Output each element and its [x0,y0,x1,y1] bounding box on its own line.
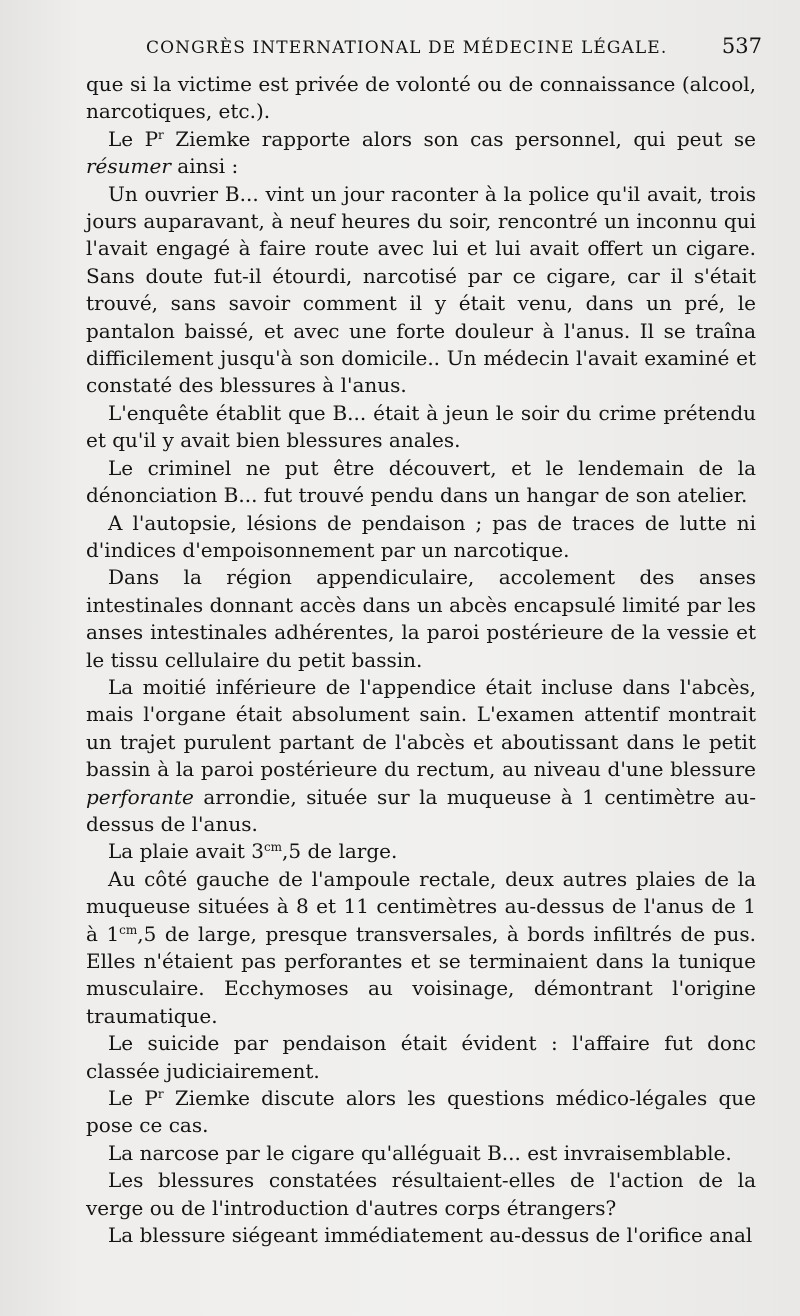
text-run: Le P [108,1086,158,1111]
italic-text: perforante [86,784,194,809]
text-run: Ziemke discute alors les questions médico-légales que pose ce cas. [86,1086,756,1138]
text-run: La moitié inférieure de l'appendice était incluse dans l'abcès, mais l'organe était absolument sain. L'examen attentif montrait un trajet purulent partant de l'abcès et aboutissant dans le petit bassin à la paroi postérieure du rectum, au niveau d'une blessure [86,674,756,782]
italic-text: résumer [86,154,171,179]
text-run: La plaie avait 3 [108,839,264,864]
text-run: Le P [108,126,159,151]
paragraph [86,510,756,565]
paragraph [86,71,756,126]
superscript-text: r [157,1087,164,1102]
text-run: ,5 de large, presque transversales, à bords infiltrés de pus. Elles n'étaient pas perforantes et se terminaient dans la tunique musculaire. Ecchymoses au voisinage, démontrant l'origine traumatique. [86,921,756,1028]
paragraph [86,838,756,865]
running-head: CONGRÈS INTERNATIONAL DE MÉDECINE LÉGALE. [146,38,668,58]
paragraph [86,866,756,1030]
paragraph [86,126,756,181]
paragraph [86,1140,756,1167]
paragraph [86,181,756,400]
paragraph [86,674,756,838]
paragraph [86,1030,756,1085]
text-run: Le criminel ne put être découvert, et le lendemain de la dénonciation B... fut trouvé pendu dans un hangar de son atelier. [86,455,756,508]
text-run: Dans la région appendiculaire, accolement des anses intestinales donnant accès dans un abcès encapsulé limité par les anses intestinales adhérentes, la paroi postérieure de la vessie et le tissu cellulaire du petit bassin. [86,565,756,672]
paragraph [86,564,756,674]
text-run: Les blessures constatées résultaient-elles de l'action de la verge ou de l'introduction d'autres corps étrangers? [86,1168,756,1220]
superscript-text: r [158,127,164,142]
paragraph [86,1085,756,1140]
superscript-text: cm [119,922,138,937]
text-run: ,5 de large. [282,839,398,864]
text-run: arrondie, située sur la muqueuse à 1 centimètre au-dessus de l'anus. [86,784,756,836]
paragraph [86,455,756,510]
superscript-text: cm [263,840,283,855]
body-text [86,71,756,1249]
text-run: La blessure siégeant immédiatement au-dessus de l'orifice anal [108,1223,753,1248]
text-run: que si la victime est privée de volonté ou de connaissance (alcool, narcotiques, etc.). [86,72,756,124]
text-run: La narcose par le cigare qu'alléguait B... est invraisemblable. [108,1140,732,1165]
page-header [86,34,762,58]
paragraph [86,400,756,455]
text-run: Le suicide par pendaison était évident : l'affaire fut donc classée judiciairement. [86,1031,756,1083]
text-run: A l'autopsie, lésions de pendaison ; pas de traces de lutte ni d'indices d'empoisonnement par un narcotique. [86,510,756,562]
paragraph [86,1167,756,1222]
text-run: Ziemke rapporte alors son cas personnel, qui peut se [163,126,756,151]
text-run: ainsi : [170,154,239,179]
text-run: Un ouvrier B... vint un jour raconter à la police qu'il avait, trois jours auparavant, à neuf heures du soir, rencontré un inconnu qui l'avait engagé à faire route avec lui et lui avait offert un cigare. Sans doute fut-il étourdi, narcotisé par ce cigare, car il s'était trouvé, sans savoir comment il y était venu, dans un pré, le pantalon baissé, et avec une forte douleur à l'anus. Il se traîna difficilement jusqu'à son domicile.. Un médecin l'avait examiné et constaté des blessures à l'anus. [86,181,756,398]
paragraph [86,1222,756,1249]
text-run: L'enquête établit que B... était à jeun le soir du crime prétendu et qu'il y avait bien blessures anales. [86,400,756,453]
text-run: Au côté gauche de l'ampoule rectale, deux autres plaies de la muqueuse situées à 8 et 11 centimètres au-dessus de l'anus de 1 à 1 [86,866,756,946]
page-number: 537 [721,34,762,58]
